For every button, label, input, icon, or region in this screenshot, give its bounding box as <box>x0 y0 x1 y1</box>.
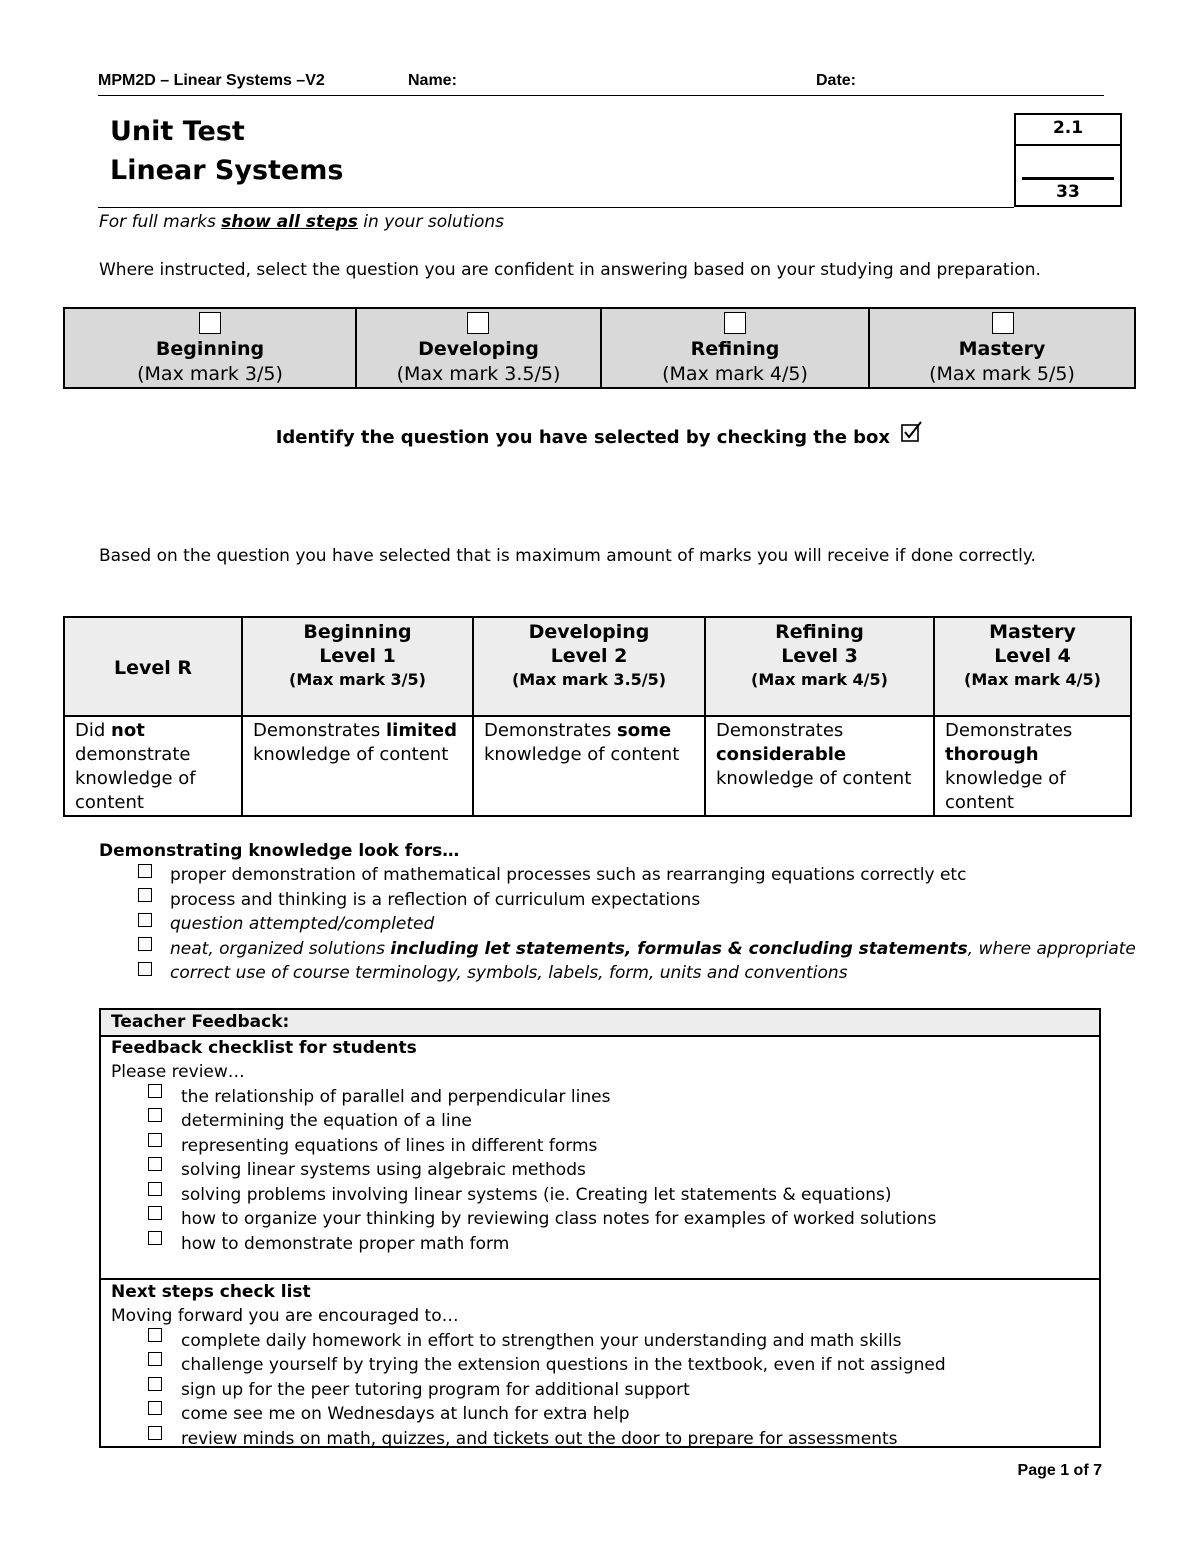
lookfor-item: proper demonstration of mathematical processes such as rearranging equations correctly etc <box>170 865 967 885</box>
descriptor-pre: Demonstrates <box>716 720 844 741</box>
option-max: (Max mark 5/5) <box>929 363 1075 385</box>
course-code: MPM2D – Linear Systems –V2 <box>98 72 325 89</box>
feedback-checkbox[interactable] <box>148 1231 162 1245</box>
feedback-item: solving problems involving linear systems (ie. Creating let statements & equations) <box>181 1185 892 1205</box>
lookfor-item: correct use of course terminology, symbols, labels, form, units and conventions <box>170 963 848 983</box>
neat-bold: including let statements, formulas & concluding statements <box>390 939 968 959</box>
full-marks-note <box>99 212 504 232</box>
rubric-header-level-4 <box>934 617 1131 716</box>
teacher-feedback-box <box>99 1008 1101 1448</box>
rubric-header-level: Level 4 <box>994 645 1071 667</box>
rubric-header-name: Mastery <box>989 621 1076 643</box>
lookfor-item-neat <box>170 939 1136 959</box>
descriptor-pre: Did <box>75 720 112 741</box>
lookfor-checkbox[interactable] <box>138 913 152 927</box>
feedback-checkbox[interactable] <box>148 1133 162 1147</box>
feedback-item: determining the equation of a line <box>181 1111 472 1131</box>
feedback-checkbox[interactable] <box>148 1206 162 1220</box>
option-level: Developing <box>418 338 539 360</box>
rubric-header-name: Beginning <box>303 621 412 643</box>
descriptor-pre: Demonstrates <box>484 720 617 741</box>
select-instruction: Where instructed, select the question you are confident in answering based on your studying and preparation. <box>99 260 1041 280</box>
feedback-item: representing equations of lines in different forms <box>181 1136 598 1156</box>
neat-post: , where appropriate <box>967 939 1136 959</box>
rubric-header-max: (Max mark 3/5) <box>289 670 426 689</box>
next-step-item: review minds on math, quizzes, and tickets out the door to prepare for assessments <box>181 1429 898 1449</box>
option-max: (Max mark 3/5) <box>137 363 283 385</box>
rubric-header-level: Level 2 <box>550 645 628 667</box>
next-step-checkbox[interactable] <box>148 1401 162 1415</box>
rubric-header-name: Level R <box>113 656 193 679</box>
lookfor-item: question attempted/completed <box>170 914 435 934</box>
rubric-header-level-2 <box>473 617 705 716</box>
full-marks-post: in your solutions <box>357 212 505 232</box>
next-step-checkbox[interactable] <box>148 1328 162 1342</box>
option-level: Mastery <box>958 338 1046 360</box>
feedback-checklist-title: Feedback checklist for students <box>111 1038 417 1058</box>
option-level: Refining <box>690 338 780 360</box>
option-checkbox[interactable] <box>199 312 221 334</box>
based-on-note: Based on the question you have selected that is maximum amount of marks you will receive if done correctly. <box>99 546 1036 566</box>
option-checkbox[interactable] <box>724 312 746 334</box>
mark-box-total: 33 <box>1056 182 1080 202</box>
page-title-line1: Unit Test <box>110 116 245 147</box>
feedback-checkbox[interactable] <box>148 1157 162 1171</box>
next-step-checkbox[interactable] <box>148 1426 162 1440</box>
descriptor-post: knowledge of content <box>484 744 680 765</box>
option-developing <box>356 308 601 388</box>
next-step-item: come see me on Wednesdays at lunch for extra help <box>181 1404 630 1424</box>
option-refining <box>601 308 869 388</box>
next-step-checkbox[interactable] <box>148 1377 162 1391</box>
feedback-checkbox[interactable] <box>148 1084 162 1098</box>
rubric-descriptor-level-r <box>64 716 242 816</box>
option-mastery <box>869 308 1135 388</box>
feedback-item: how to organize your thinking by reviewing class notes for examples of worked solutions <box>181 1209 937 1229</box>
title-rule <box>98 207 1014 208</box>
rubric-descriptor-level-2 <box>473 716 705 816</box>
descriptor-key: some <box>617 720 672 741</box>
descriptor-pre: Demonstrates <box>945 720 1073 741</box>
rubric-header-level: Level 1 <box>319 645 396 667</box>
lookfor-checkbox[interactable] <box>138 937 152 951</box>
checked-box-icon <box>900 420 924 444</box>
rubric-header-name: Developing <box>528 621 650 643</box>
rubric-header-name: Refining <box>775 621 864 643</box>
rubric-header-max: (Max mark 3.5/5) <box>511 670 667 689</box>
feedback-checkbox[interactable] <box>148 1182 162 1196</box>
next-step-item: complete daily homework in effort to strengthen your understanding and math skills <box>181 1331 902 1351</box>
mark-box-fraction-line <box>1022 177 1114 180</box>
next-steps-intro: Moving forward you are encouraged to… <box>111 1306 459 1326</box>
feedback-item: solving linear systems using algebraic methods <box>181 1160 586 1180</box>
rubric-descriptor-level-4 <box>934 716 1131 816</box>
mark-box-section: 2.1 <box>1016 115 1120 146</box>
feedback-item: the relationship of parallel and perpendicular lines <box>181 1087 611 1107</box>
identify-instruction <box>0 420 1200 448</box>
full-marks-emph: show all steps <box>221 212 358 232</box>
rubric-descriptor-level-1 <box>242 716 473 816</box>
neat-pre: neat, organized solutions <box>170 939 391 959</box>
teacher-feedback-title: Teacher Feedback: <box>101 1010 1099 1037</box>
descriptor-pre: Demonstrates <box>253 720 386 741</box>
option-max: (Max mark 4/5) <box>662 363 808 385</box>
next-step-item: challenge yourself by trying the extension questions in the textbook, even if not assigned <box>181 1355 946 1375</box>
descriptor-post: knowledge of content <box>945 768 1066 813</box>
option-max: (Max mark 3.5/5) <box>396 363 561 385</box>
rubric-header-max: (Max mark 4/5) <box>964 670 1101 689</box>
descriptor-post: demonstrate knowledge of content <box>75 744 196 813</box>
page-number: Page 1 of 7 <box>1017 1462 1102 1479</box>
next-steps-title: Next steps check list <box>111 1282 311 1302</box>
full-marks-pre: For full marks <box>99 212 222 232</box>
next-steps-divider <box>101 1278 1099 1280</box>
feedback-checklist-intro: Please review… <box>111 1062 245 1082</box>
header-rule <box>98 95 1104 96</box>
level-selection-table <box>63 307 1136 389</box>
lookfor-checkbox[interactable] <box>138 888 152 902</box>
date-label: Date: <box>816 72 857 89</box>
descriptor-key: thorough <box>945 744 1039 765</box>
descriptor-key: considerable <box>716 744 847 765</box>
rubric-header-max: (Max mark 4/5) <box>751 670 888 689</box>
name-label: Name: <box>408 72 457 89</box>
descriptor-post: knowledge of content <box>716 768 912 789</box>
rubric-descriptor-level-3 <box>705 716 934 816</box>
option-checkbox[interactable] <box>467 312 489 334</box>
rubric-header-level-r <box>64 617 242 716</box>
identify-text: Identify the question you have selected by checking the box <box>275 427 891 448</box>
rubric-header-level: Level 3 <box>781 645 858 667</box>
rubric-header-level-1 <box>242 617 473 716</box>
option-level: Beginning <box>155 338 265 360</box>
descriptor-key: not <box>111 720 145 741</box>
rubric-header-level-3 <box>705 617 934 716</box>
lookfor-item: process and thinking is a reflection of curriculum expectations <box>170 890 701 910</box>
page-title-line2: Linear Systems <box>110 155 344 186</box>
option-beginning <box>64 308 356 388</box>
next-step-checkbox[interactable] <box>148 1352 162 1366</box>
descriptor-post: knowledge of content <box>253 744 449 765</box>
option-checkbox[interactable] <box>992 312 1014 334</box>
lookfor-checkbox[interactable] <box>138 864 152 878</box>
feedback-checkbox[interactable] <box>148 1108 162 1122</box>
next-step-item: sign up for the peer tutoring program for additional support <box>181 1380 690 1400</box>
lookfor-checkbox[interactable] <box>138 962 152 976</box>
descriptor-key: limited <box>386 720 457 741</box>
lookfors-title: Demonstrating knowledge look fors… <box>99 841 460 861</box>
feedback-item: how to demonstrate proper math form <box>181 1234 510 1254</box>
rubric-table <box>63 616 1132 817</box>
mark-box <box>1014 113 1122 207</box>
